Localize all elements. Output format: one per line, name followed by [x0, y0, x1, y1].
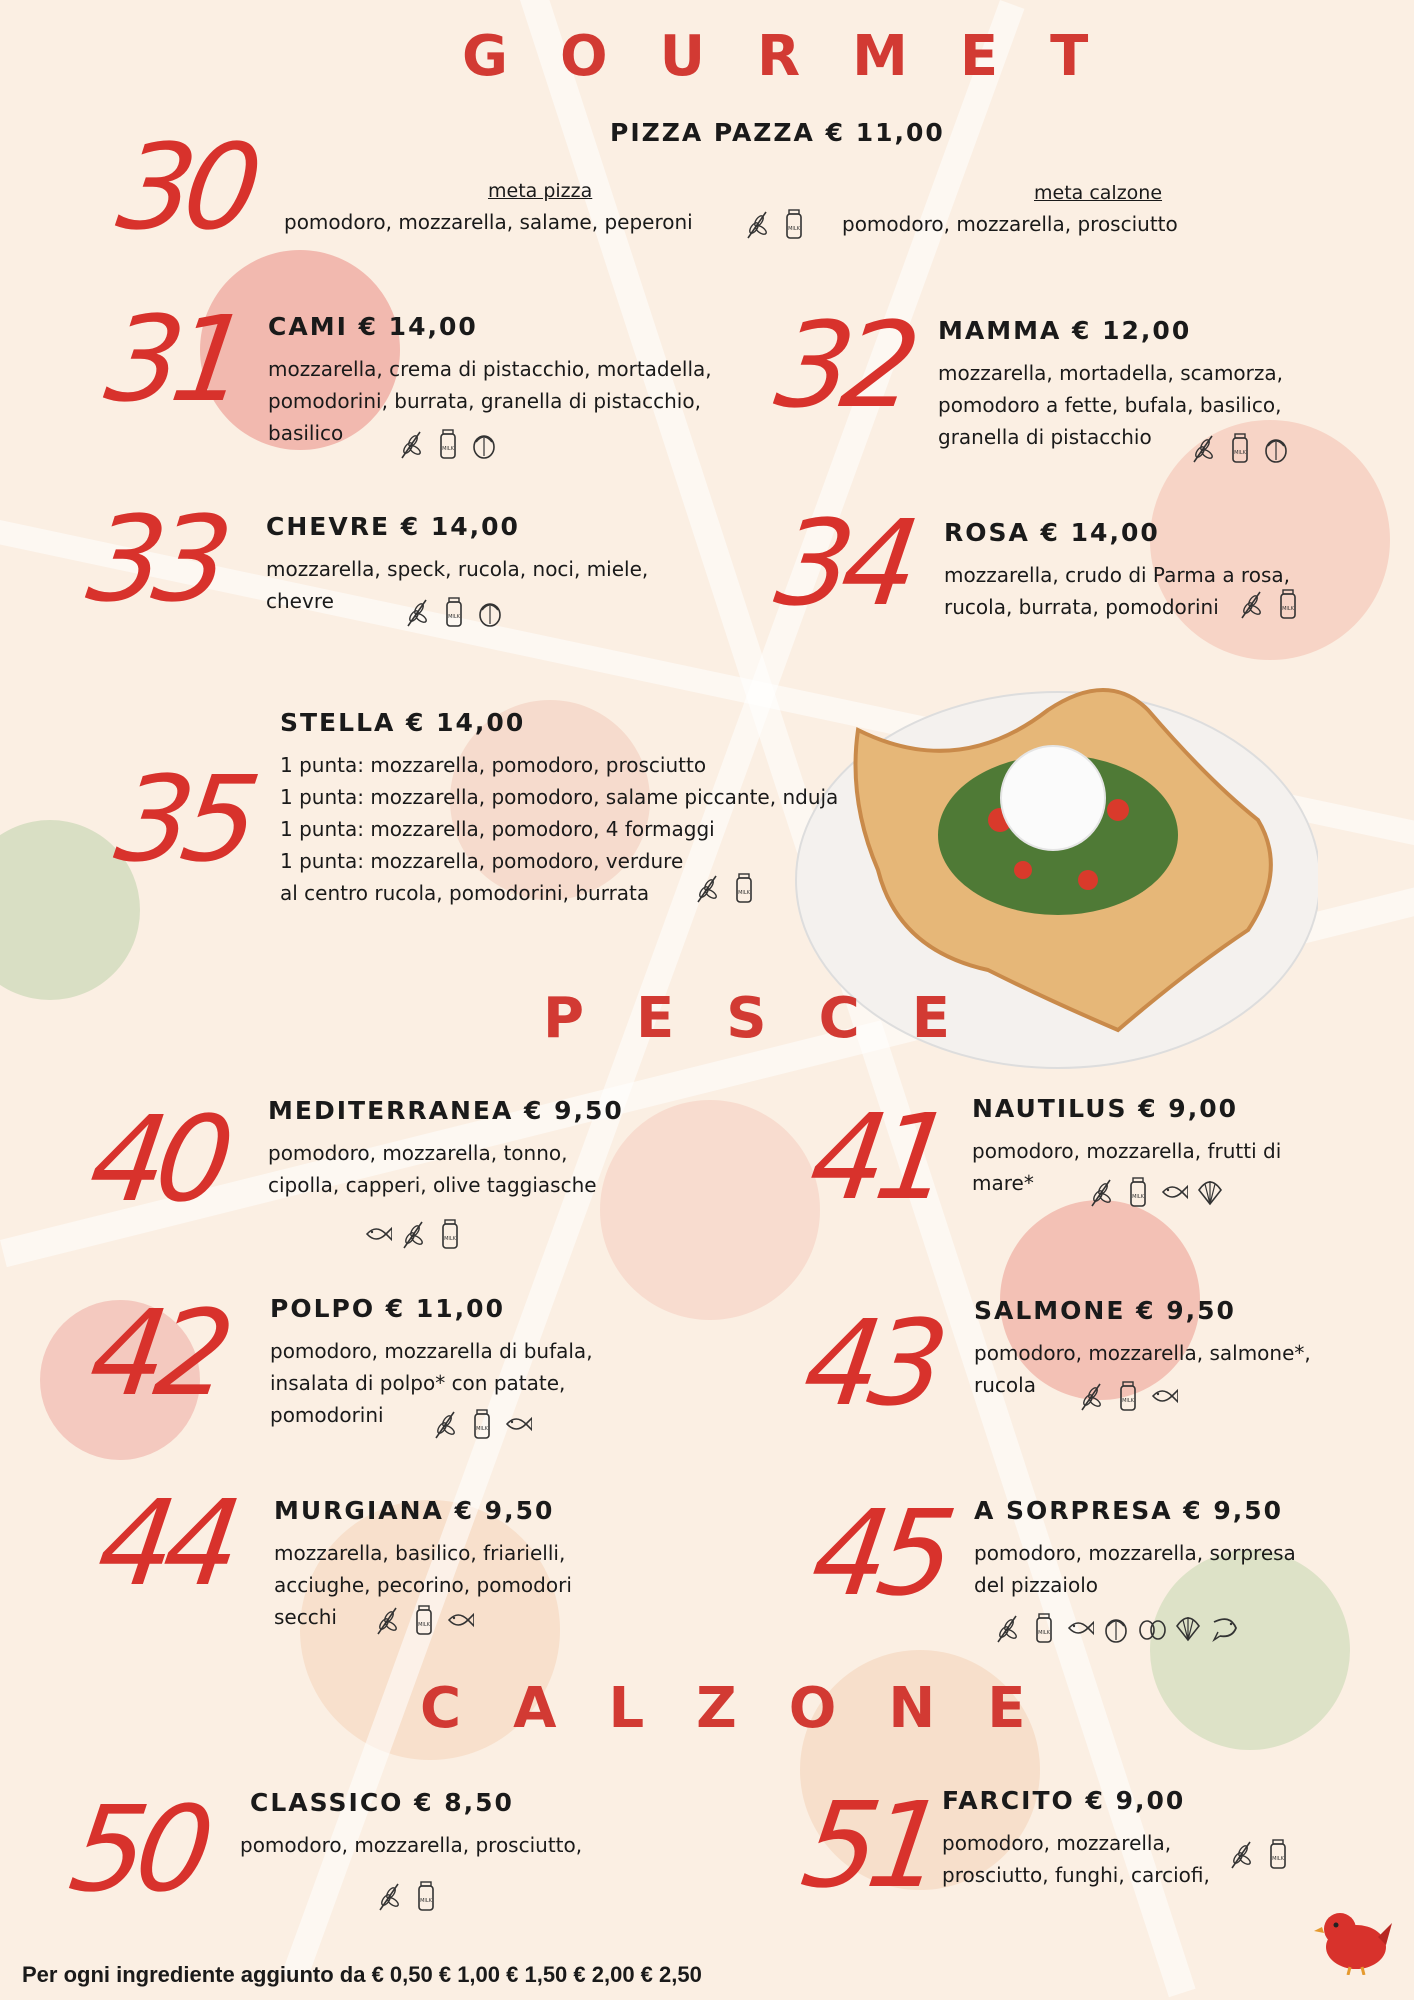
svg-text:MILK: MILK [420, 1898, 432, 1904]
menu-item-farcito [942, 1786, 1210, 1891]
milk-icon [1030, 1612, 1058, 1644]
item-name: FARCITO € 9,00 [942, 1786, 1186, 1815]
nautilus-allergens [1088, 1176, 1224, 1208]
milk-icon [1124, 1176, 1152, 1208]
bird-logo-icon [1312, 1905, 1394, 1975]
pizza-pazza-half-pizza [284, 180, 693, 238]
item-name: CAMI € 14,00 [268, 312, 478, 341]
extra-ingredients-note: Per ogni ingrediente aggiunto da € 0,50 € 1,00 € 1,50 € 2,00 € 2,50 [22, 1962, 702, 1987]
milk-icon [440, 596, 468, 628]
item-name: POLPO € 11,00 [270, 1294, 505, 1323]
svg-text:MILK: MILK [738, 890, 750, 896]
svg-text:MILK: MILK [1234, 450, 1246, 456]
milk-icon [1114, 1380, 1142, 1412]
a-sorpresa-allergens [994, 1612, 1238, 1644]
item-number-51: 51 [794, 1776, 944, 1914]
svg-text:MILK: MILK [1122, 1398, 1134, 1404]
mediterranea-allergens [364, 1218, 464, 1250]
item-name: STELLA € 14,00 [280, 708, 526, 737]
item-number-31: 31 [98, 290, 248, 428]
pizza-pazza-half-calzone [842, 182, 1178, 240]
wheat-icon [1078, 1380, 1106, 1412]
svg-text:MILK: MILK [1132, 1194, 1144, 1200]
section-title-calzone: CALZONE [420, 1676, 1078, 1741]
item-name: CHEVRE € 14,00 [266, 512, 520, 541]
shell-icon [1174, 1612, 1202, 1644]
item-desc: pomodoro, mozzarella, prosciutto, funghi, carciofi, [942, 1831, 1210, 1887]
salmone-allergens [1078, 1380, 1178, 1412]
milk-icon [436, 1218, 464, 1250]
item-number-43: 43 [796, 1294, 946, 1432]
nut-icon [470, 428, 498, 460]
half-pizza-label: meta pizza [488, 180, 593, 202]
farcito-allergens [1228, 1838, 1292, 1870]
wheat-icon [374, 1604, 402, 1636]
item-name: MAMMA € 12,00 [938, 316, 1192, 345]
item-desc: pomodoro, mozzarella, salmone*, rucola [974, 1341, 1311, 1397]
wheat-icon [1190, 432, 1218, 464]
nut-icon [1102, 1612, 1130, 1644]
milk-icon [410, 1604, 438, 1636]
wheat-icon [694, 872, 722, 904]
item-name: PIZZA PAZZA € 11,00 [610, 118, 945, 147]
item-desc: pomodoro, mozzarella, sorpresa del pizzaiolo [974, 1541, 1296, 1597]
nut-icon [1262, 432, 1290, 464]
item-desc: mozzarella, speck, rucola, noci, miele, chevre [266, 557, 649, 613]
svg-text:MILK: MILK [1272, 1856, 1284, 1862]
section-title-pesce: PESCE [543, 986, 1002, 1051]
svg-text:MILK: MILK [418, 1622, 430, 1628]
nut-icon [476, 596, 504, 628]
milk-icon [730, 872, 758, 904]
wheat-icon [398, 428, 426, 460]
item-number-44: 44 [90, 1474, 240, 1612]
egg-icon [1138, 1612, 1166, 1644]
svg-text:MILK: MILK [444, 1236, 456, 1242]
classico-allergens [376, 1880, 440, 1912]
menu-item-pizza-pazza [610, 118, 945, 159]
item-name: CLASSICO € 8,50 [250, 1788, 514, 1817]
item-desc: pomodoro, mozzarella di bufala, insalata di polpo* con patate, pomodorini [270, 1339, 593, 1427]
svg-text:MILK: MILK [788, 226, 800, 232]
milk-icon [412, 1880, 440, 1912]
item-desc: mozzarella, basilico, friarielli, acciughe, pecorino, pomodori secchi [274, 1541, 572, 1629]
svg-text:MILK: MILK [448, 614, 460, 620]
item-number-42: 42 [82, 1284, 232, 1422]
svg-text:MILK: MILK [476, 1426, 488, 1432]
item-name: NAUTILUS € 9,00 [972, 1094, 1238, 1123]
item-number-35: 35 [108, 750, 258, 888]
menu-item-mediterranea [268, 1096, 624, 1201]
rosa-allergens [1238, 588, 1302, 620]
menu-item-a-sorpresa [974, 1496, 1296, 1601]
murgiana-allergens [374, 1604, 474, 1636]
wheat-icon [376, 1880, 404, 1912]
polpo-allergens [432, 1408, 532, 1440]
item-name: MEDITERRANEA € 9,50 [268, 1096, 624, 1125]
wheat-icon [432, 1408, 460, 1440]
shrimp-icon [1210, 1612, 1238, 1644]
half-pizza-desc: pomodoro, mozzarella, salame, peperoni [284, 210, 693, 234]
item-name: SALMONE € 9,50 [974, 1296, 1236, 1325]
chevre-allergens [404, 596, 504, 628]
milk-icon [434, 428, 462, 460]
svg-text:MILK: MILK [442, 446, 454, 452]
half-calzone-desc: pomodoro, mozzarella, prosciutto [842, 212, 1178, 236]
milk-icon [780, 208, 808, 240]
half-calzone-label: meta calzone [1034, 182, 1163, 204]
item-name: MURGIANA € 9,50 [274, 1496, 555, 1525]
pizza-pazza-allergens [744, 208, 808, 240]
item-desc: 1 punta: mozzarella, pomodoro, prosciutto 1 punta: mozzarella, pomodoro, salame piccante, nduja 1 punta: mozzarella, pomodoro, 4 formaggi 1 punta: mozzarella, pomodoro, verdure al centro rucola, pomodorini, burrata [280, 753, 839, 905]
fish-icon [364, 1218, 392, 1250]
section-title-gourmet: GOURMET [462, 24, 1141, 89]
milk-icon [1226, 432, 1254, 464]
item-desc: pomodoro, mozzarella, tonno, cipolla, capperi, olive taggiasche [268, 1141, 597, 1197]
item-desc: mozzarella, mortadella, scamorza, pomodoro a fette, bufala, basilico, granella di pistacchio [938, 361, 1283, 449]
wheat-icon [744, 208, 772, 240]
item-number-45: 45 [804, 1484, 954, 1622]
cami-allergens [398, 428, 498, 460]
item-desc: pomodoro, mozzarella, frutti di mare* [972, 1139, 1282, 1195]
wheat-icon [1238, 588, 1266, 620]
wheat-icon [1088, 1176, 1116, 1208]
item-number-50: 50 [62, 1780, 212, 1918]
fish-icon [1160, 1176, 1188, 1208]
item-number-33: 33 [80, 490, 230, 628]
fish-icon [446, 1604, 474, 1636]
item-desc: mozzarella, crudo di Parma a rosa, rucola, burrata, pomodorini [944, 563, 1290, 619]
wheat-icon [404, 596, 432, 628]
item-number-34: 34 [768, 494, 918, 632]
wheat-icon [400, 1218, 428, 1250]
item-number-32: 32 [768, 296, 918, 434]
wheat-icon [1228, 1838, 1256, 1870]
item-number-41: 41 [802, 1088, 952, 1226]
mamma-allergens [1190, 432, 1290, 464]
milk-icon [1264, 1838, 1292, 1870]
fish-icon [504, 1408, 532, 1440]
svg-text:MILK: MILK [1282, 606, 1294, 612]
milk-icon [1274, 588, 1302, 620]
item-name: ROSA € 14,00 [944, 518, 1160, 547]
item-number-40: 40 [82, 1090, 232, 1228]
item-name: A SORPRESA € 9,50 [974, 1496, 1284, 1525]
menu-item-classico [240, 1788, 582, 1861]
stella-allergens [694, 872, 758, 904]
shell-icon [1196, 1176, 1224, 1208]
svg-text:MILK: MILK [1038, 1630, 1050, 1636]
fish-icon [1150, 1380, 1178, 1412]
wheat-icon [994, 1612, 1022, 1644]
milk-icon [468, 1408, 496, 1440]
item-number-30: 30 [110, 118, 260, 256]
fish-icon [1066, 1612, 1094, 1644]
item-desc: mozzarella, crema di pistacchio, mortadella, pomodorini, burrata, granella di pistacchio, basilico [268, 357, 712, 445]
item-desc: pomodoro, mozzarella, prosciutto, [240, 1833, 583, 1857]
